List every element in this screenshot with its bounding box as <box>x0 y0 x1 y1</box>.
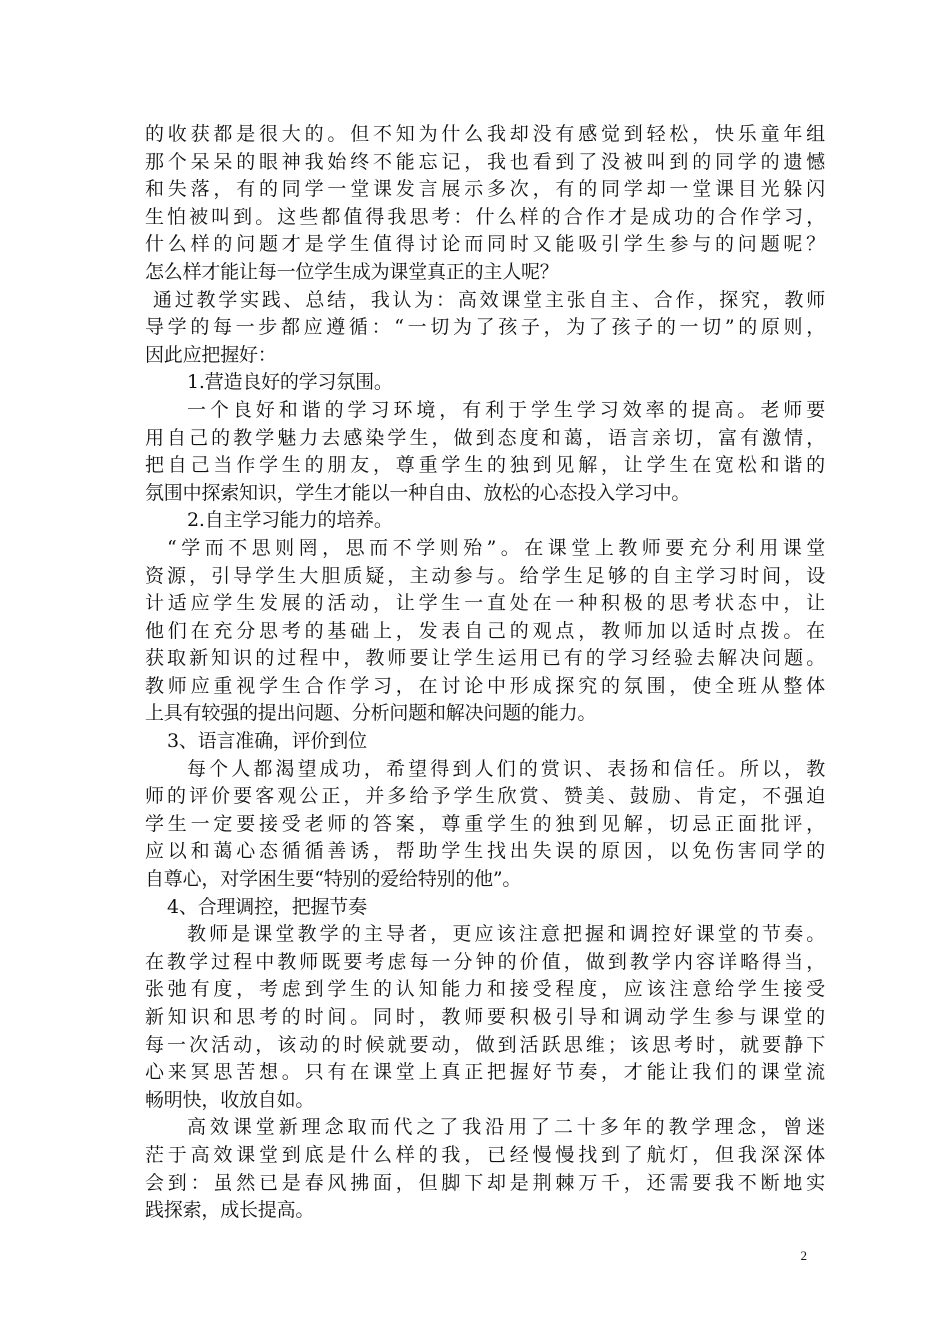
text-line: 3、语言准确，评价到位 <box>167 730 367 753</box>
page-number: 2 <box>800 1248 807 1263</box>
text-line: 4、合理调控，把握节奏 <box>167 895 367 918</box>
text-line: 学生一定要接受老师的答案，尊重学生的独到见解，切忌正面批评， <box>145 812 825 835</box>
text-line: 茫于高效课堂到底是什么样的我，已经慢慢找到了航灯，但我深深体 <box>145 1143 825 1166</box>
text-line: 教师应重视学生合作学习，在讨论中形成探究的氛围，使全班从整体 <box>145 674 825 697</box>
text-line: 怎么样才能让每一位学生成为课堂真正的主人呢？ <box>145 260 559 283</box>
text-line: 师的评价要客观公正，并多给予学生欣赏、赞美、鼓励、肯定，不强迫 <box>145 785 825 808</box>
text-line: 1.营造良好的学习氛围。 <box>187 371 393 394</box>
text-line: 导学的每一步都应遵循：“一切为了孩子，为了孩子的一切”的原则， <box>145 316 825 339</box>
text-line: 每一次活动，该动的时候就要动，做到活跃思维；该思考时，就要静下 <box>145 1033 825 1056</box>
text-line: 因此应把握好： <box>145 343 277 366</box>
text-line: 心来冥思苦想。只有在课堂上真正把握好节奏，才能让我们的课堂流 <box>145 1061 825 1084</box>
text-line: 计适应学生发展的活动，让学生一直处在一种积极的思考状态中，让 <box>145 592 825 615</box>
text-line: 应以和蔼心态循循善诱，帮助学生找出失误的原因，以免伤害同学的 <box>145 840 825 863</box>
text-line: 新知识和思考的时间。同时，教师要积极引导和调动学生参与课堂的 <box>145 1006 825 1028</box>
text-line: 他们在充分思考的基础上，发表自己的观点，教师加以适时点拨。在 <box>145 619 825 642</box>
text-line: 生怕被叫到。这些都值得我思考：什么样的合作才是成功的合作学习， <box>145 205 825 228</box>
body-text <box>145 121 825 1225</box>
text-line: 把自己当作学生的朋友，尊重学生的独到见解，让学生在宽松和谐的 <box>145 454 825 477</box>
text-line: “学而不思则罔，思而不学则殆”。在课堂上教师要充分利用课堂 <box>167 536 825 559</box>
text-line: 用自己的教学魅力去感染学生，做到态度和蔼，语言亲切，富有激情， <box>145 426 825 449</box>
text-line: 会到：虽然已是春风拂面，但脚下却是荆棘万千，还需要我不断地实 <box>145 1171 825 1194</box>
text-line: 什么样的问题才是学生值得讨论而同时又能吸引学生参与的问题呢？ <box>145 233 825 256</box>
text-line: 畅明快，收放自如。 <box>145 1088 315 1111</box>
text-line: 张弛有度，考虑到学生的认知能力和接受程度，应该注意给学生接受 <box>145 978 825 1001</box>
text-line: 一个良好和谐的学习环境，有利于学生学习效率的提高。老师要 <box>187 398 825 421</box>
text-line: 每个人都渴望成功，希望得到人们的赏识、表扬和信任。所以，教 <box>187 757 825 780</box>
text-line: 2.自主学习能力的培养。 <box>187 509 393 532</box>
text-line: 的收获都是很大的。但不知为什么我却没有感觉到轻松，快乐童年组 <box>145 123 825 145</box>
text-line: 和失落，有的同学一堂课发言展示多次，有的同学却一堂课目光躲闪 <box>145 178 825 201</box>
text-line: 高效课堂新理念取而代之了我沿用了二十多年的教学理念，曾迷 <box>187 1116 825 1139</box>
text-line: 氛围中探索知识，学生才能以一种自由、放松的心态投入学习中。 <box>145 481 691 504</box>
text-line: 上具有较强的提出问题、分析问题和解决问题的能力。 <box>145 702 597 725</box>
text-line: 教师是课堂教学的主导者，更应该注意把握和调控好课堂的节奏。 <box>187 923 825 946</box>
text-line: 获取新知识的过程中，教师要让学生运用已有的学习经验去解决问题。 <box>145 647 825 670</box>
text-line: 那个呆呆的眼神我始终不能忘记，我也看到了没被叫到的同学的遗憾 <box>145 150 825 173</box>
text-line: 在教学过程中教师既要考虑每一分钟的价值，做到教学内容详略得当， <box>145 950 825 973</box>
text-line: 践探索，成长提高。 <box>145 1199 315 1222</box>
text-line: 通过教学实践、总结，我认为：高效课堂主张自主、合作，探究，教师 <box>153 288 825 311</box>
text-line: 自尊心，对学困生要“特别的爱给特别的他”。 <box>145 868 522 891</box>
text-line: 资源，引导学生大胆质疑，主动参与。给学生足够的自主学习时间，设 <box>145 564 825 587</box>
